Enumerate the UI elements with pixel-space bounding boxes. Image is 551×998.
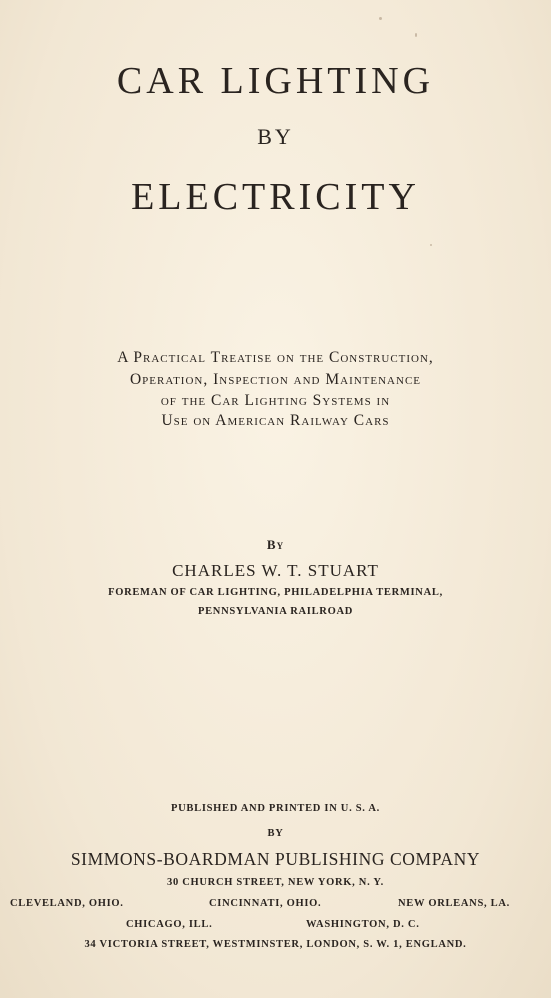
author-role-line-1: FOREMAN OF CAR LIGHTING, PHILADELPHIA TERMINAL, <box>108 587 443 598</box>
author-role-line-2: PENNSYLVANIA RAILROAD <box>197 606 354 617</box>
subtitle-line-1: A Practical Treatise on the Construction, <box>117 349 434 366</box>
imprint-by: BY <box>267 828 284 839</box>
book-title-line-3: ELECTRICITY <box>131 176 420 218</box>
author-by: By <box>266 537 285 552</box>
subtitle-line-3: of the Car Lighting Systems in <box>160 392 391 409</box>
published-note: PUBLISHED AND PRINTED IN U. S. A. <box>171 803 380 814</box>
london-address: 34 VICTORIA STREET, WESTMINSTER, LONDON, S. W. 1, ENGLAND. <box>84 939 467 950</box>
author-name: CHARLES W. T. STUART <box>172 561 379 580</box>
city-cleveland: CLEVELAND, OHIO. <box>10 898 124 909</box>
city-new-orleans: NEW ORLEANS, LA. <box>398 898 510 909</box>
subtitle-line-4: Use on American Railway Cars <box>161 412 390 429</box>
publisher-address: 30 CHURCH STREET, NEW YORK, N. Y. <box>167 877 384 888</box>
paper-speck <box>415 33 417 37</box>
book-title-line-2: BY <box>257 124 294 149</box>
subtitle-line-2: Operation, Inspection and Maintenance <box>129 371 422 388</box>
book-title-line-1: CAR LIGHTING <box>116 60 435 102</box>
paper-speck <box>430 244 432 246</box>
city-chicago: CHICAGO, ILL. <box>126 919 213 930</box>
city-washington: WASHINGTON, D. C. <box>306 919 420 930</box>
publisher-name: SIMMONS-BOARDMAN PUBLISHING COMPANY <box>70 849 481 869</box>
paper-speck <box>379 17 382 20</box>
city-cincinnati: CINCINNATI, OHIO. <box>209 898 322 909</box>
